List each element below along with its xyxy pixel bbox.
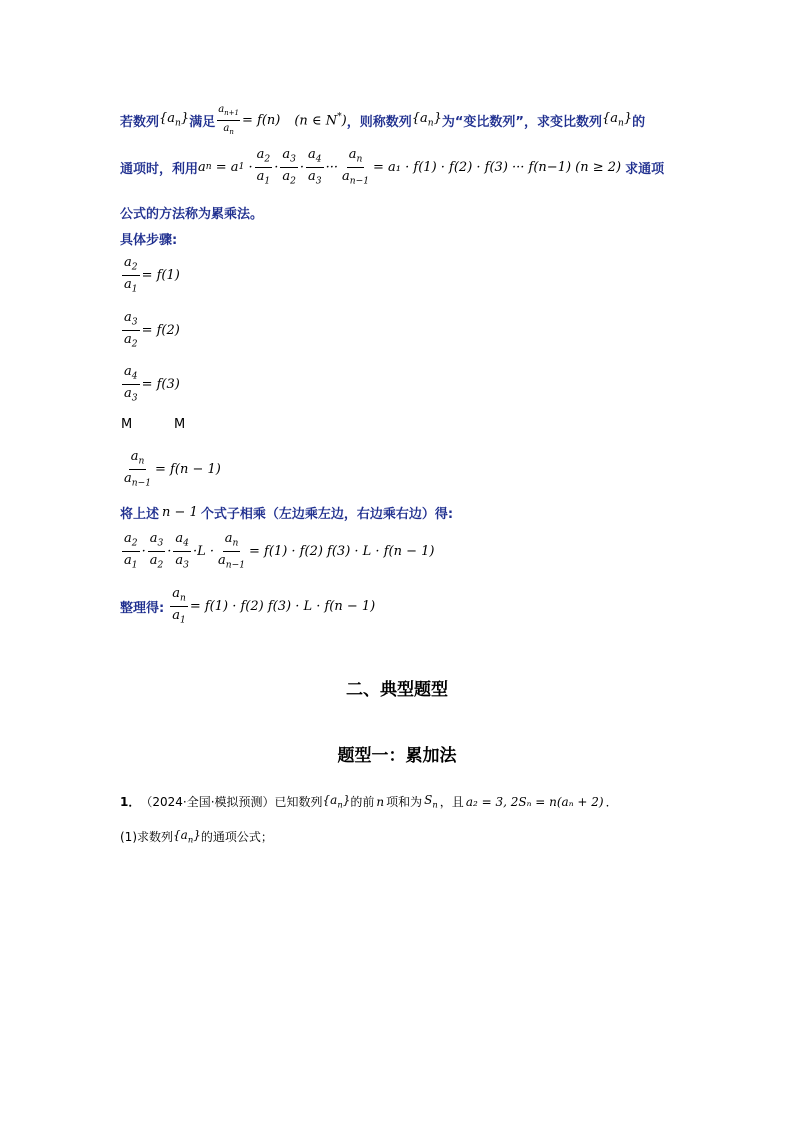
question-text: 项和为 xyxy=(386,795,423,809)
question-condition: a₂ = 3, 2Sₙ = n(aₙ + 2) xyxy=(465,794,604,809)
sequence-symbol: $\{a_n\}$ xyxy=(601,111,633,129)
step-rhs: = f(1) xyxy=(141,267,180,283)
label-text: 个式子相乘（左边乘左边，右边乘右边）得: xyxy=(200,507,454,522)
question-text: 的前 xyxy=(350,795,375,809)
sequence-symbol: $\{a_n\}$ xyxy=(173,828,201,845)
intro-text: 通项时，利用 xyxy=(120,161,199,177)
part-number: (1) xyxy=(120,829,137,844)
ratio-fraction: $\frac{a_{n+1}}{a_n}$ xyxy=(218,104,239,136)
question-1-part-1 xyxy=(120,828,273,845)
dots: ·L · xyxy=(192,543,214,559)
question-text: 已知数列 xyxy=(274,795,323,809)
product-rhs: = a₁ · f(1) · f(2) · f(3) ··· f(n−1) (n ≥ 2) xyxy=(373,159,622,175)
step-2: $\frac{a_3}{a_2}$ = f(2) xyxy=(124,310,180,350)
intro-line-2 xyxy=(120,148,664,186)
intro-text: 求通项 xyxy=(625,161,665,177)
step-n: $\frac{a_n}{a_{n-1}}$ = f(n − 1) xyxy=(124,449,221,489)
question-1 xyxy=(120,793,618,810)
intro-text: 若数列 xyxy=(120,114,160,130)
sum-symbol: $S_n$ xyxy=(424,793,438,810)
product-formula: a n = a 1 · $\frac{a_2}{a_1}$ · $\frac{a_3}{a_2}$ · $\frac{a_4}{a_3}$ ··· $\frac{a_n}{a_{n-1}}$ xyxy=(198,147,370,187)
intro-text: 满足 xyxy=(189,114,216,130)
n-symbol: n xyxy=(376,794,385,809)
count-expression: n − 1 xyxy=(162,505,198,520)
condition: (n ∈ N*) xyxy=(294,112,347,129)
question-text: 求数列 xyxy=(137,830,174,844)
fn-expression: = f(n) xyxy=(242,112,281,128)
sequence-symbol: $\{a_n\}$ xyxy=(322,793,351,810)
sequence-symbol: $\{a_n\}$ xyxy=(159,111,190,129)
equation-rhs: = f(1) · f(2) f(3) · L · f(n − 1) xyxy=(189,598,376,614)
question-source: （2024·全国·模拟预测） xyxy=(140,795,275,809)
ellipsis-glyph: M xyxy=(174,417,186,432)
ellipsis-glyph: M xyxy=(121,417,133,432)
question-text: ，且 xyxy=(439,795,464,809)
step-rhs: = f(3) xyxy=(141,376,180,392)
intro-text: ，则称数列 xyxy=(346,114,412,130)
multiplied-equation: $\frac{a_2}{a_1}$ · $\frac{a_3}{a_2}$ · $\frac{a_4}{a_3}$ ·L · $\frac{a_n}{a_{n-1}}$ = f(1) · f(2) f(3) · L · f(n − 1) xyxy=(124,531,435,571)
equation-rhs: = f(1) · f(2) f(3) · L · f(n − 1) xyxy=(249,543,435,559)
type-heading: 题型一：累加法 xyxy=(337,746,457,766)
question-end: ． xyxy=(605,795,618,809)
arrange-equation: $\frac{a_n}{a_1}$ = f(1) · f(2) f(3) · L · f(n − 1) xyxy=(172,586,376,626)
step-rhs: = f(n − 1) xyxy=(155,461,221,477)
intro-text: 的 xyxy=(632,114,646,130)
intro-line-3: 公式的方法称为累乘法。 xyxy=(120,207,264,222)
step-rhs: = f(2) xyxy=(141,322,180,338)
question-number: 1． xyxy=(120,795,141,809)
steps-label: 具体步骤: xyxy=(120,233,178,248)
arrange-label: 整理得: xyxy=(120,600,165,616)
step-1: $\frac{a_2}{a_1}$ = f(1) xyxy=(124,255,180,295)
multiply-label xyxy=(120,503,453,522)
arrange-line xyxy=(120,587,375,625)
label-text: 将上述 xyxy=(120,507,160,522)
intro-line-1 xyxy=(120,104,645,136)
sequence-symbol: $\{a_n\}$ xyxy=(411,111,442,129)
step-3: $\frac{a_4}{a_3}$ = f(3) xyxy=(124,364,180,404)
question-text: 的通项公式； xyxy=(200,830,273,844)
section-heading: 二、典型题型 xyxy=(346,680,448,700)
intro-text: 为“变比数列”，求变比数列 xyxy=(441,114,602,130)
